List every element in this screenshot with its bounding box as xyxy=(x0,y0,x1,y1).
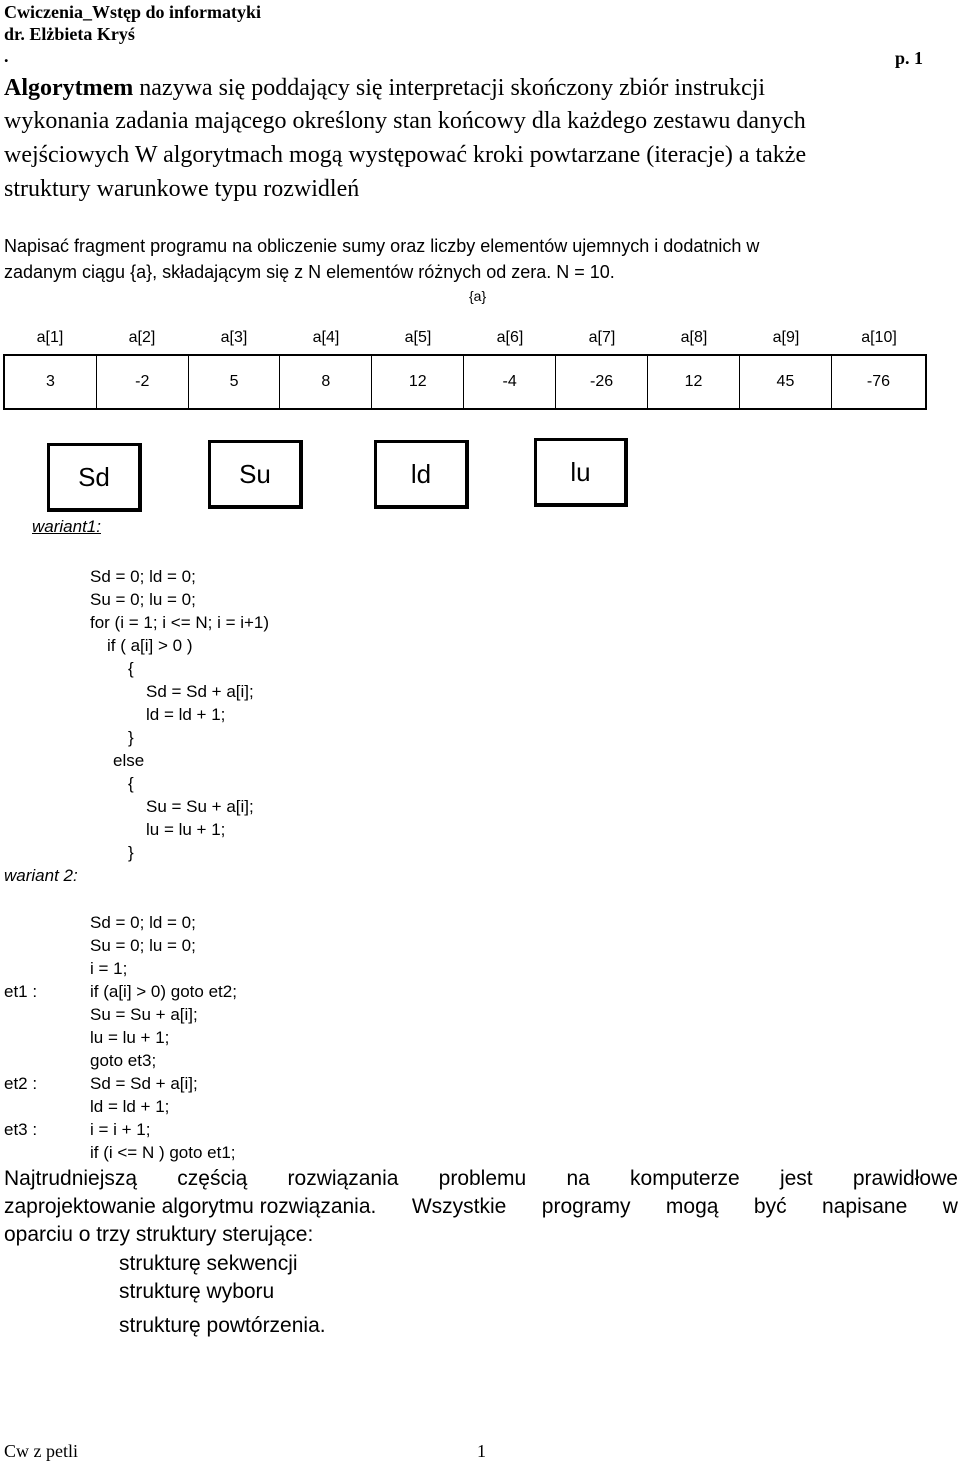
code-line: if ( a[i] > 0 ) xyxy=(107,636,193,655)
definition-line-2: wykonania zadania mającego określony stan końcowy dla każdego zestawu danych xyxy=(4,108,806,134)
array-value: 45 xyxy=(739,355,831,409)
code-line: Su = 0; lu = 0; xyxy=(90,936,196,955)
code-line: Sd = 0; ld = 0; xyxy=(90,913,196,932)
header-dot: . xyxy=(4,46,9,66)
code-line: { xyxy=(128,659,134,678)
box-su-label: Su xyxy=(239,458,271,489)
label-et2: et2 : xyxy=(4,1074,38,1093)
structure-item: strukturę powtórzenia. xyxy=(119,1314,326,1337)
course-title: Cwiczenia_Wstęp do informatyki xyxy=(4,2,261,22)
array-value: 12 xyxy=(372,355,464,409)
definition-line-4: struktury warunkowe typu rozwidleń xyxy=(4,176,360,202)
code-line: lu = lu + 1; xyxy=(90,1028,170,1047)
code-line: goto et3; xyxy=(90,1051,157,1070)
code-line: lu = lu + 1; xyxy=(146,820,226,839)
array-index: a[9] xyxy=(772,329,800,346)
definition-line-3: wejściowych W algorytmach mogą występować kroki powtarzane (iteracje) a także xyxy=(4,142,807,168)
array-value: -2 xyxy=(96,355,188,409)
closing-word: napisane xyxy=(822,1195,908,1218)
array-index-row xyxy=(4,322,926,354)
array-label: {a} xyxy=(469,288,487,304)
code-line: else xyxy=(113,751,145,770)
closing-word: być xyxy=(753,1195,787,1218)
task-line-1: Napisać fragment programu na obliczenie sumy oraz liczby elementów ujemnych i dodatnich w xyxy=(4,236,760,256)
closing-line-1 xyxy=(4,1167,958,1191)
code-line: if (i <= N ) goto et1; xyxy=(90,1143,236,1162)
label-et3: et3 : xyxy=(4,1120,38,1139)
code-line: Sd = Sd + a[i]; xyxy=(90,1074,198,1093)
array-index: a[8] xyxy=(680,329,708,346)
array-index: a[1] xyxy=(36,329,64,346)
closing-word: Najtrudniejszą xyxy=(4,1167,138,1190)
closing-word: problemu xyxy=(438,1167,527,1190)
code-line: Su = Su + a[i]; xyxy=(146,797,254,816)
box-sd-label: Sd xyxy=(78,461,110,492)
code-line: { xyxy=(128,774,134,793)
array-values-row xyxy=(3,354,927,410)
footer-left: Cw z petli xyxy=(4,1441,78,1461)
page-label: p. 1 xyxy=(895,48,924,68)
variant2-label: wariant 2: xyxy=(4,866,78,885)
box-ld xyxy=(374,440,469,509)
code-line: } xyxy=(128,728,134,747)
closing-word: częścią xyxy=(177,1167,248,1190)
closing-word: komputerze xyxy=(630,1167,740,1190)
array-value: -26 xyxy=(556,355,648,409)
closing-word: mogą xyxy=(665,1195,719,1218)
variant1-label: wariant1: xyxy=(32,517,101,536)
code-line: Su = Su + a[i]; xyxy=(90,1005,198,1024)
code-line: } xyxy=(128,843,134,862)
array-index: a[10] xyxy=(861,329,897,346)
definition-line-1 xyxy=(4,72,765,104)
code-line: for (i = 1; i <= N; i = i+1) xyxy=(90,613,270,632)
array-value: -4 xyxy=(464,355,556,409)
array-index: a[6] xyxy=(496,329,524,346)
footer-page-number: 1 xyxy=(477,1441,486,1461)
closing-word: w xyxy=(942,1195,958,1218)
array-index: a[2] xyxy=(128,329,156,346)
definition-line-1-rest: nazywa się poddający się interpretacji skończony zbiór instrukcji xyxy=(133,75,766,101)
closing-word: Wszystkie xyxy=(411,1195,507,1218)
definition-term: Algorytmem xyxy=(4,75,134,101)
structure-item: strukturę wyboru xyxy=(119,1280,275,1303)
closing-word: na xyxy=(566,1167,590,1190)
array-value: 12 xyxy=(648,355,740,409)
closing-word: rozwiązania xyxy=(287,1167,399,1190)
closing-word: programy xyxy=(541,1195,631,1218)
task-line-2: zadanym ciągu {a}, składającym się z N elementów różnych od zera. N = 10. xyxy=(4,262,615,282)
author: dr. Elżbieta Kryś xyxy=(4,24,135,44)
array-index: a[3] xyxy=(220,329,248,346)
box-lu xyxy=(534,438,628,507)
closing-word: zaprojektowanie algorytmu rozwiązania. xyxy=(4,1195,377,1218)
array-value: -76 xyxy=(831,355,926,409)
array-value: 3 xyxy=(45,373,55,390)
label-et1: et1 : xyxy=(4,982,38,1001)
array-index: a[5] xyxy=(404,329,432,346)
structure-item: strukturę sekwencji xyxy=(119,1252,298,1275)
array-value: 5 xyxy=(188,355,280,409)
box-lu-label: lu xyxy=(570,456,591,487)
code-line: Sd = 0; ld = 0; xyxy=(90,567,196,586)
array-index: a[4] xyxy=(312,329,340,346)
closing-line-2 xyxy=(4,1195,958,1219)
code-line: ld = ld + 1; xyxy=(90,1097,170,1116)
box-sd xyxy=(47,443,142,512)
code-line: i = i + 1; xyxy=(90,1120,151,1139)
array-index: a[7] xyxy=(588,329,616,346)
code-line: ld = ld + 1; xyxy=(146,705,226,724)
code-line: Su = 0; lu = 0; xyxy=(90,590,196,609)
code-line: if (a[i] > 0) goto et2; xyxy=(90,982,237,1001)
array-value: 8 xyxy=(280,355,372,409)
box-ld-label: ld xyxy=(410,458,432,489)
code-line: i = 1; xyxy=(90,959,128,978)
code-line: Sd = Sd + a[i]; xyxy=(146,682,254,701)
box-su xyxy=(208,440,303,509)
closing-word: prawidłowe xyxy=(852,1167,958,1190)
closing-line-3: oparciu o trzy struktury sterujące: xyxy=(4,1223,314,1246)
closing-word: jest xyxy=(779,1167,813,1190)
